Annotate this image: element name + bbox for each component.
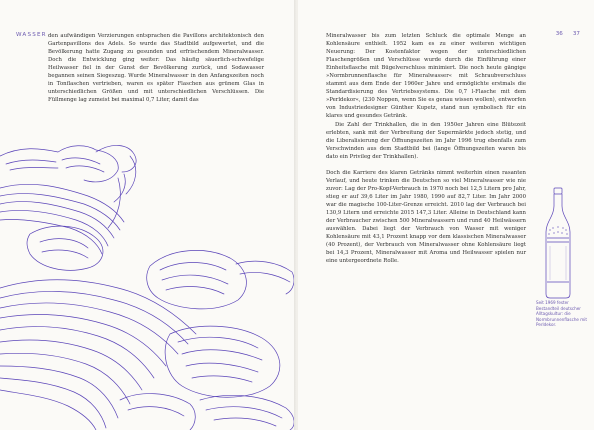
page-number-right: 37 bbox=[572, 31, 580, 37]
right-text-column bbox=[326, 32, 526, 265]
page-numbers bbox=[556, 31, 580, 37]
right-page bbox=[298, 0, 594, 430]
left-paragraph-1: den aufwändigen Verzierungen entsprachen die Pavillons architektonisch den Gartenpavillons des Adels. So wurde das Stadtbild aufgewertet, und die Bevölkerung hatte Zugang zu gesunden und erfrischendem Mineralwasser. Doch die Entwicklung ging weiter: Das häufig säuerlich-schwefelige Heilwasser fiel in der Gunst der Bevölkerung zurück, und Sodawasser begannen seinen Siegeszug. Wurde Mineralwasser in den Anfangszeiten noch in Tonflaschen vertrieben, waren es später Flaschen aus grünem Glas in unterschiedlichen Größen und mit unterschiedlichen Verschlüssen. Die Füllmenge lag zumeist bei maximal 0,7 Liter, damit das bbox=[48, 33, 264, 104]
section-label: WASSER bbox=[16, 32, 47, 38]
left-text-column bbox=[48, 32, 264, 104]
bottle-caption: Seit 1969 fester Bestandteil deutscher Alltagskultur: die Normbrunnenflasche mit Perldekor. bbox=[536, 300, 587, 328]
right-paragraph-2: Die Zahl der Trinkhallen, die in den 1950er Jahren eine Blütezeit erlebten, sank mit der Verbreitung der Supermärkte jedoch stetig, und die Liberalisierung der Öffnungszeiten im Jahr 1996 trug ebenfalls zum Verschwinden aus dem Stadtbild bei (lange Öffnungszeiten waren bis dato ein Privileg der Trinkhallen). bbox=[326, 121, 526, 160]
right-paragraph-3: Doch die Karriere des klaren Getränks nimmt weiterhin einen rasanten Verlauf, und heute trinken die Deutschen so viel Mineralwasser wie nie zuvor: Lag der Pro-Kopf-Verbrauch in 1970 noch bei 12,5 Litern pro Jahr, stieg er auf 39,6 Liter im Jahr 1980, 1990 auf 82,7 Liter. Im Jahr 2000 war die magische 100-Liter-Grenze erreicht. 2010 lag der Verbrauch bei 130,9 Litern und erreichte 2015 147,3 Liter. Alleine in Deutschland kann der Verbraucher zwischen 500 Mineralwassern und rund 40 Heilwässern auswählen. Dabei liegt der Verbrauch von Wasser mit weniger Kohlensäure mit 43,1 Prozent knapp vor dem klassischen Mineralwasser (40 Prozent), der Verbrauch von Mineralwasser ohne Kohlensäure liegt bei 14,3 Prozent, Mineralwasser mit Aroma und Heilwasser spielen nur eine untergeordnete Rolle. bbox=[326, 169, 526, 265]
left-page bbox=[0, 0, 296, 430]
water-stream-illustration bbox=[0, 138, 296, 430]
right-paragraph-1: Mineralwasser bis zum letzten Schluck die optimale Menge an Kohlensäure enthielt. 1952 kam es zu einer weiteren wichtigen Neuerung: Der Kostenfaktor wegen der unterschiedlichen Flaschengrößen und Verschlüsse wurde durch die Einführung einer Einheitsflasche mit Bügelverschluss minimiert. Die noch heute gängige »Normbrunnenflasche für Mineralwasser« mit Schraubverschluss stammt aus dem Ende der 1960er Jahre und ermöglichte erstmals die Standardisierung des Vertriebssystems. Die 0,7 l-Flasche mit dem »Perldekor«, (230 Noppen, wenn Sie es genau wissen wollen), entworfen von Industriedesigner Günther Kupetz, stand nun symbolisch für ein klares und gesundes Getränk. bbox=[326, 33, 526, 120]
bottle-illustration bbox=[538, 186, 578, 300]
page-number-left: 36 bbox=[555, 31, 563, 37]
